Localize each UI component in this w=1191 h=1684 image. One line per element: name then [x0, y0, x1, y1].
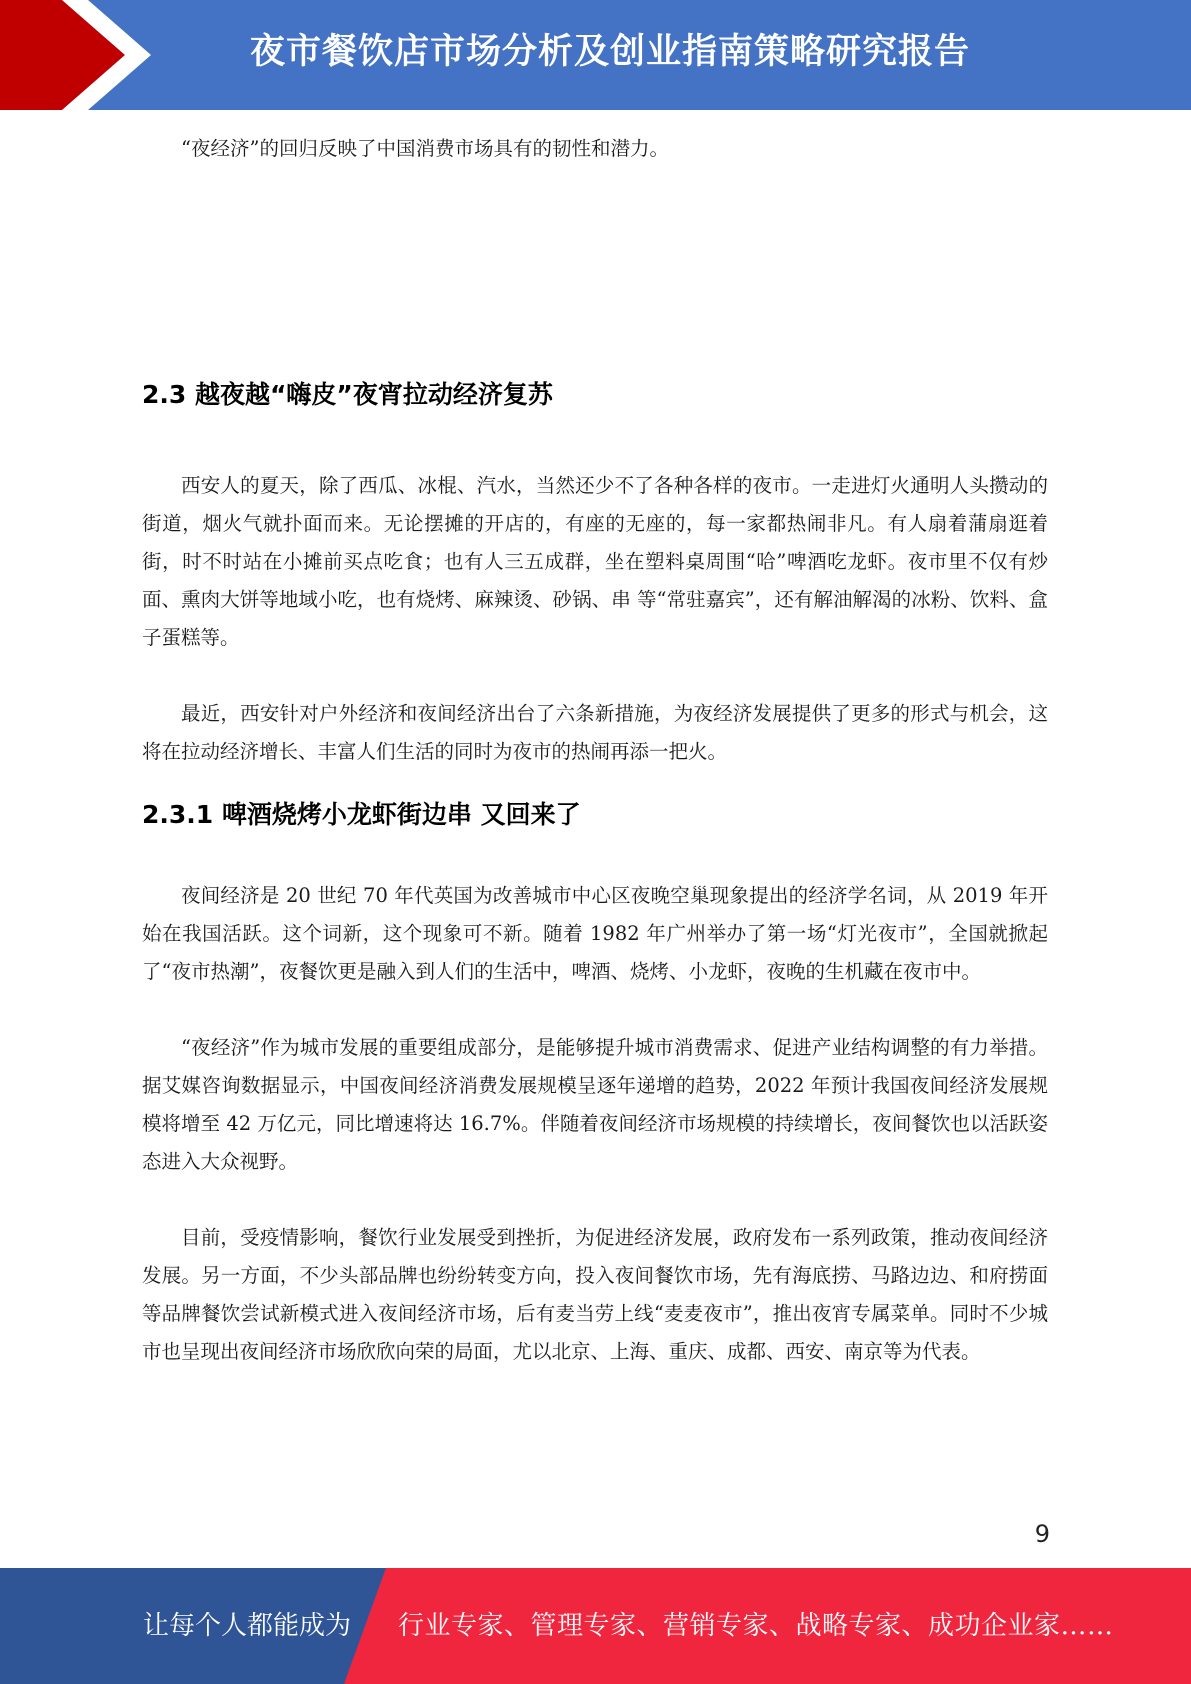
page-content	[142, 130, 1048, 1371]
page-footer	[0, 1568, 1191, 1684]
section-heading-2-3: 2.3 越夜越“嗨皮”夜宵拉动经济复苏	[142, 380, 553, 409]
page-header	[0, 0, 1191, 110]
footer-slogan-right: 行业专家、管理专家、营销专家、战略专家、成功企业家……	[398, 1611, 1114, 1641]
report-title: 夜市餐饮店市场分析及创业指南策略研究报告	[249, 32, 970, 72]
intro-paragraph: “夜经济”的回归反映了中国消费市场具有的韧性和潜力。	[181, 137, 669, 160]
section-2-3-1-paragraph-1: 夜间经济是 20 世纪 70 年代英国为改善城市中心区夜晚空巢现象提出的经济学名词，从 2019 年开始在我国活跃。这个词新，这个现象可不新。随着 1982 年广州举办了第一场“灯光夜市”，全国就掀起了“夜市热潮”，夜餐饮更是融入到人们的生活中，啤酒、烧烤、小龙虾，夜晚的生机藏在夜市中。	[142, 884, 1048, 983]
section-2-3-paragraph-1: 西安人的夏天，除了西瓜、冰棍、汽水，当然还少不了各种各样的夜市。一走进灯火通明人头攒动的街道，烟火气就扑面而来。无论摆摊的开店的，有座的无座的，每一家都热闹非凡。有人扇着蒲扇逛着街，时不时站在小摊前买点吃食；也有人三五成群，坐在塑料桌周围“哈”啤酒吃龙虾。夜市里不仅有炒面、熏肉大饼等地域小吃，也有烧烤、麻辣烫、砂锅、串 等“常驻嘉宾”，还有解油解渴的冰粉、饮料、盒子蛋糕等。	[142, 474, 1048, 649]
section-2-3-paragraph-2: 最近，西安针对户外经济和夜间经济出台了六条新措施，为夜经济发展提供了更多的形式与机会，这将在拉动经济增长、丰富人们生活的同时为夜市的热闹再添一把火。	[142, 702, 1048, 763]
section-heading-2-3-1: 2.3.1 啤酒烧烤小龙虾街边串 又回来了	[142, 800, 581, 829]
page-number: 9	[1034, 1520, 1050, 1548]
section-2-3-1-paragraph-3: 目前，受疫情影响，餐饮行业发展受到挫折，为促进经济发展，政府发布一系列政策，推动夜间经济发展。另一方面，不少头部品牌也纷纷转变方向，投入夜间餐饮市场，先有海底捞、马路边边、和府捞面等品牌餐饮尝试新模式进入夜间经济市场，后有麦当劳上线“麦麦夜市”，推出夜宵专属菜单。同时不少城市也呈现出夜间经济市场欣欣向荣的局面，尤以北京、上海、重庆、成都、西安、南京等为代表。	[142, 1226, 1048, 1363]
footer-slogan-left: 让每个人都能成为	[143, 1611, 352, 1641]
section-2-3-1-paragraph-2: “夜经济”作为城市发展的重要组成部分，是能够提升城市消费需求、促进产业结构调整的有力举措。据艾媒咨询数据显示，中国夜间经济消费发展规模呈逐年递增的趋势，2022 年预计我国夜间经济发展规模将增至 42 万亿元，同比增速将达 16.7%。伴随着夜间经济市场规模的持续增长，夜间餐饮也以活跃姿态进入大众视野。	[142, 1036, 1048, 1173]
